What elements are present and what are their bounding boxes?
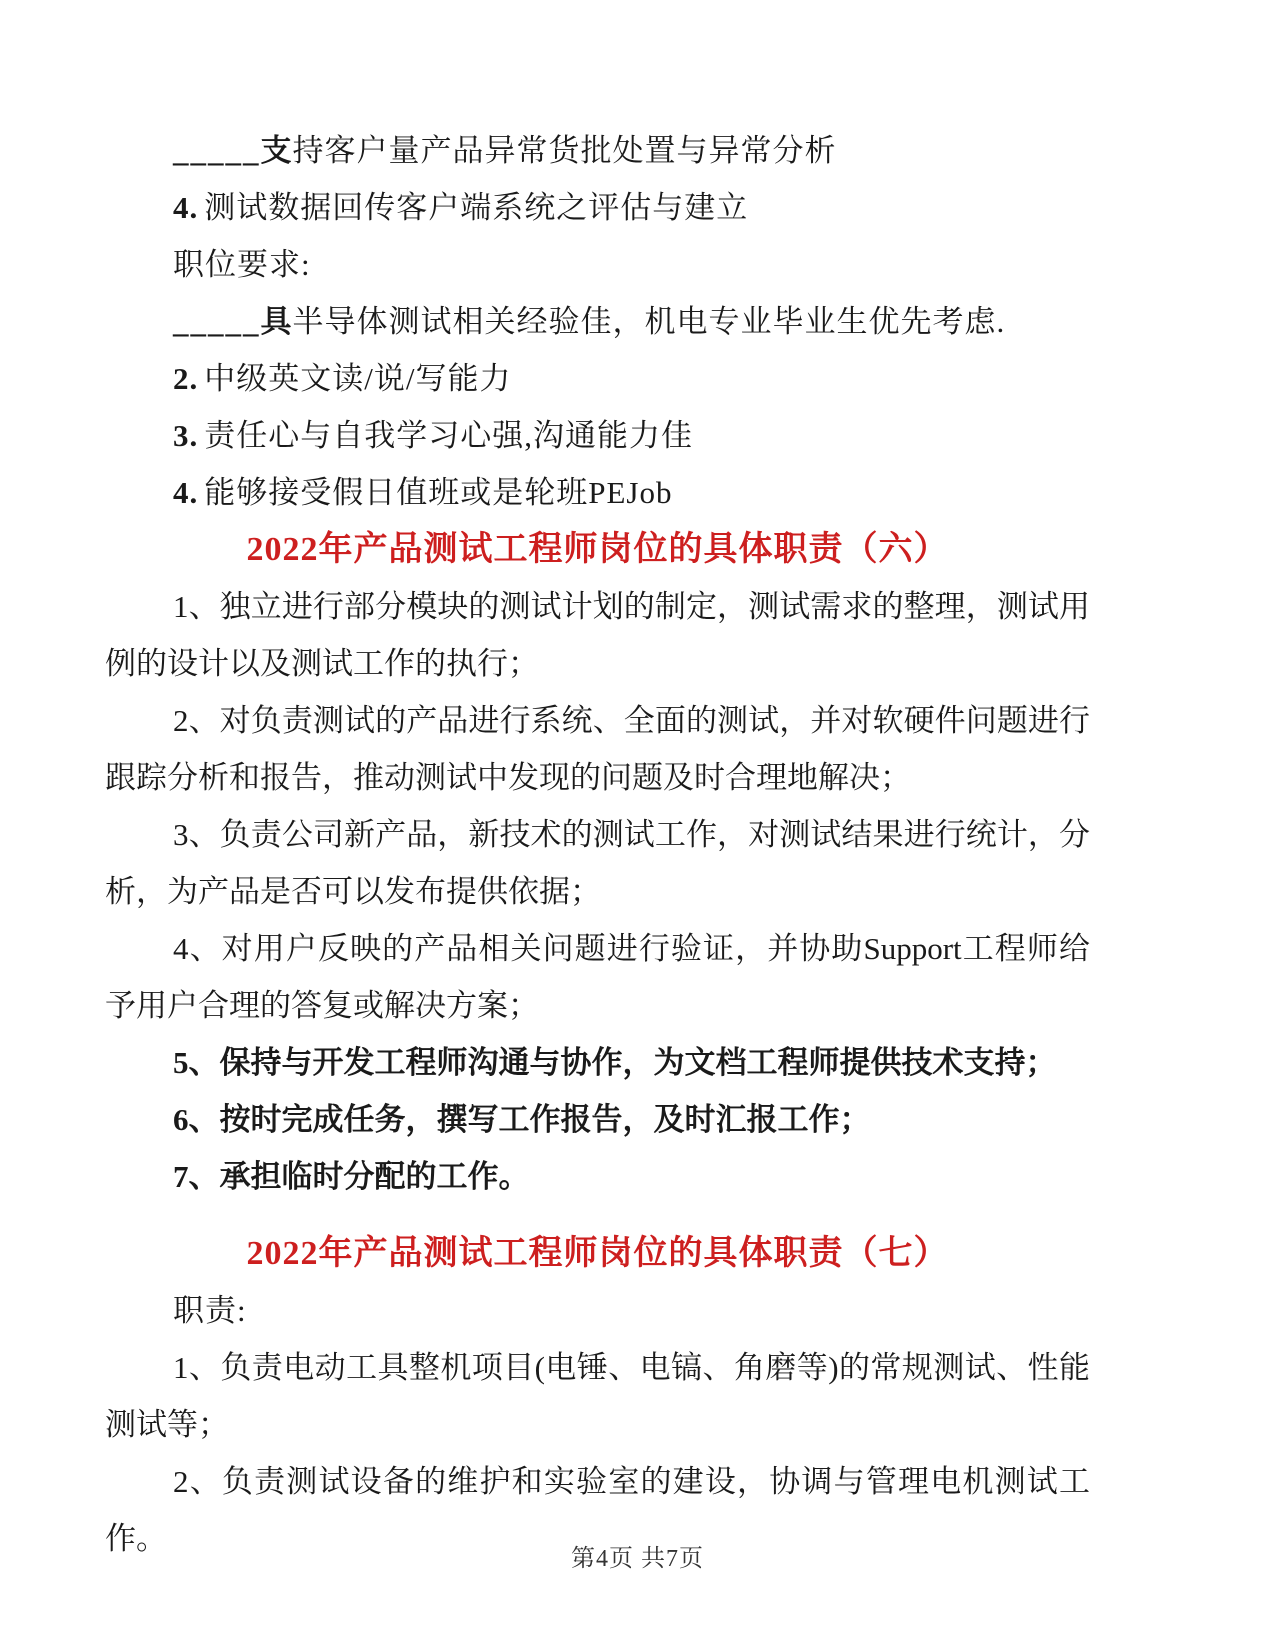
lead-char: 支 — [260, 133, 293, 168]
line-text: 持客户量产品异常货批处置与异常分析 — [292, 133, 837, 168]
duty-item: 5、保持与开发工程师沟通与协作，为文档工程师提供技术支持； — [173, 1045, 1057, 1080]
list-number: 4. — [173, 475, 199, 510]
requirement-line-1 — [105, 293, 1090, 350]
line-text: 中级英文读/说/写能力 — [204, 361, 512, 396]
fill-in-blank: _____ — [173, 133, 261, 168]
document-body — [105, 122, 1090, 1567]
line-text: 责任心与自我学习心强,沟通能力佳 — [204, 418, 693, 453]
duty-item: 7、承担临时分配的工作。 — [173, 1159, 530, 1194]
line-text: 职责: — [173, 1293, 247, 1328]
line-text: 职位要求: — [173, 247, 311, 282]
lead-char: 具 — [260, 304, 293, 339]
line-text: 测试数据回传客户端系统之评估与建立 — [204, 190, 749, 225]
line-text: 能够接受假日值班或是轮班PEJob — [204, 475, 673, 510]
list-number: 3. — [173, 418, 199, 453]
page-footer: 第4页 共7页 — [571, 1546, 704, 1572]
duty-item: 6、按时完成任务，撰写工作报告，及时汇报工作； — [173, 1102, 871, 1137]
duty-item: 3、负责公司新产品，新技术的测试工作，对测试结果进行统计，分析，为产品是否可以发布提供依据； — [105, 817, 1090, 909]
requirement-line-3 — [105, 407, 1090, 464]
section-heading-7: 2022年产品测试工程师岗位的具体职责（七） — [246, 1235, 949, 1272]
duty-item: 1、负责电动工具整机项目(电锤、电镐、角磨等)的常规测试、性能测试等； — [105, 1350, 1090, 1442]
duty-item: 2、对负责测试的产品进行系统、全面的测试，并对软硬件问题进行跟踪分析和报告，推动测试中发现的问题及时合理地解决； — [105, 703, 1090, 795]
requirement-line-4 — [105, 464, 1090, 521]
duty-item: 2、负责测试设备的维护和实验室的建设，协调与管理电机测试工作。 — [105, 1464, 1090, 1556]
duty-item: 4、对用户反映的产品相关问题进行验证，并协助Support工程师给予用户合理的答复或解决方案； — [105, 931, 1090, 1023]
requirement-line-2 — [105, 350, 1090, 407]
intro-line-support — [105, 122, 1090, 179]
section-heading-6: 2022年产品测试工程师岗位的具体职责（六） — [246, 531, 949, 568]
duty-item: 1、独立进行部分模块的测试计划的制定，测试需求的整理，测试用例的设计以及测试工作的执行； — [105, 589, 1090, 681]
line-text: 半导体测试相关经验佳，机电专业毕业生优先考虑. — [292, 304, 1006, 339]
fill-in-blank: _____ — [173, 304, 261, 339]
intro-line-4 — [105, 179, 1090, 236]
list-number: 2. — [173, 361, 199, 396]
requirements-label — [105, 236, 1090, 293]
duties-label — [105, 1282, 1090, 1339]
list-number: 4. — [173, 190, 199, 225]
